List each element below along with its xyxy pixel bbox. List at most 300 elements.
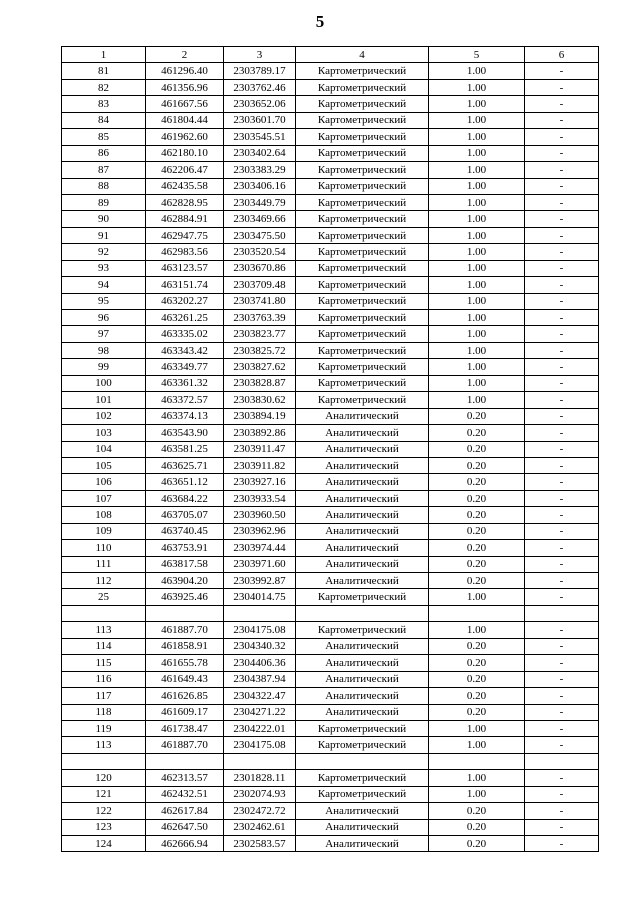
table-row (62, 162, 599, 178)
point-number-cell: 118 (62, 704, 146, 720)
table-row (62, 622, 599, 638)
table-row (62, 293, 599, 309)
table-row (62, 556, 599, 572)
method-cell: Аналитический (296, 704, 429, 720)
x-coordinate-cell: 461626.85 (146, 688, 224, 704)
accuracy-cell: 1.00 (429, 260, 525, 276)
accuracy-cell: 1.00 (429, 589, 525, 605)
table-row (62, 359, 599, 375)
table-row (62, 310, 599, 326)
table-row (62, 392, 599, 408)
y-coordinate-cell: 2303406.16 (224, 178, 296, 194)
y-coordinate-cell: 2303962.96 (224, 523, 296, 539)
y-coordinate-cell: 2303789.17 (224, 63, 296, 79)
y-coordinate-cell: 2302583.57 (224, 836, 296, 852)
method-cell: Картометрический (296, 162, 429, 178)
note-cell: - (525, 474, 599, 490)
x-coordinate-cell: 461738.47 (146, 720, 224, 736)
method-cell: Аналитический (296, 836, 429, 852)
point-number-cell: 113 (62, 737, 146, 753)
point-number-cell: 91 (62, 227, 146, 243)
point-number-cell: 115 (62, 655, 146, 671)
y-coordinate-cell: 2303894.19 (224, 408, 296, 424)
note-cell: - (525, 737, 599, 753)
accuracy-cell: 0.20 (429, 655, 525, 671)
accuracy-cell: 1.00 (429, 96, 525, 112)
point-number-cell: 108 (62, 507, 146, 523)
table-row (62, 474, 599, 490)
point-number-cell: 83 (62, 96, 146, 112)
x-coordinate-cell: 463581.25 (146, 441, 224, 457)
accuracy-cell: 1.00 (429, 244, 525, 260)
point-number-cell (62, 753, 146, 769)
x-coordinate-cell: 463543.90 (146, 425, 224, 441)
method-cell: Картометрический (296, 310, 429, 326)
accuracy-cell: 1.00 (429, 622, 525, 638)
x-coordinate-cell: 463625.71 (146, 457, 224, 473)
y-coordinate-cell: 2303402.64 (224, 145, 296, 161)
y-coordinate-cell (224, 753, 296, 769)
table-row (62, 523, 599, 539)
x-coordinate-cell: 463817.58 (146, 556, 224, 572)
table-row (62, 129, 599, 145)
accuracy-cell: 0.20 (429, 671, 525, 687)
method-cell: Картометрический (296, 244, 429, 260)
note-cell: - (525, 622, 599, 638)
method-cell: Картометрический (296, 359, 429, 375)
x-coordinate-cell: 463753.91 (146, 540, 224, 556)
method-cell: Картометрический (296, 293, 429, 309)
point-number-cell: 81 (62, 63, 146, 79)
x-coordinate-cell: 463684.22 (146, 490, 224, 506)
note-cell: - (525, 638, 599, 654)
table-row (62, 507, 599, 523)
point-number-cell: 122 (62, 803, 146, 819)
method-cell: Аналитический (296, 441, 429, 457)
method-cell: Картометрический (296, 96, 429, 112)
accuracy-cell: 1.00 (429, 737, 525, 753)
accuracy-cell: 0.20 (429, 836, 525, 852)
point-number-cell: 121 (62, 786, 146, 802)
note-cell: - (525, 260, 599, 276)
accuracy-cell: 0.20 (429, 819, 525, 835)
note-cell: - (525, 359, 599, 375)
method-cell: Аналитический (296, 540, 429, 556)
point-number-cell: 87 (62, 162, 146, 178)
table-row (62, 819, 599, 835)
table-row (62, 441, 599, 457)
y-coordinate-cell: 2303763.39 (224, 310, 296, 326)
accuracy-cell: 0.20 (429, 441, 525, 457)
table-row (62, 408, 599, 424)
x-coordinate-cell: 463904.20 (146, 573, 224, 589)
x-coordinate-cell: 462313.57 (146, 770, 224, 786)
x-coordinate-cell (146, 605, 224, 621)
column-header-6: 6 (525, 47, 599, 63)
table-row (62, 178, 599, 194)
point-number-cell: 103 (62, 425, 146, 441)
y-coordinate-cell: 2304340.32 (224, 638, 296, 654)
y-coordinate-cell: 2303652.06 (224, 96, 296, 112)
method-cell: Картометрический (296, 622, 429, 638)
note-cell: - (525, 803, 599, 819)
method-cell: Аналитический (296, 803, 429, 819)
accuracy-cell: 1.00 (429, 359, 525, 375)
x-coordinate-cell: 463705.07 (146, 507, 224, 523)
method-cell: Картометрический (296, 129, 429, 145)
column-header-5: 5 (429, 47, 525, 63)
y-coordinate-cell: 2303892.86 (224, 425, 296, 441)
method-cell: Аналитический (296, 573, 429, 589)
note-cell: - (525, 277, 599, 293)
point-number-cell: 92 (62, 244, 146, 260)
y-coordinate-cell: 2302074.93 (224, 786, 296, 802)
y-coordinate-cell: 2303927.16 (224, 474, 296, 490)
table-row (62, 688, 599, 704)
method-cell (296, 753, 429, 769)
accuracy-cell: 1.00 (429, 770, 525, 786)
x-coordinate-cell: 461296.40 (146, 63, 224, 79)
y-coordinate-cell: 2302462.61 (224, 819, 296, 835)
point-number-cell: 88 (62, 178, 146, 194)
x-coordinate-cell: 461649.43 (146, 671, 224, 687)
point-number-cell: 111 (62, 556, 146, 572)
point-number-cell: 120 (62, 770, 146, 786)
y-coordinate-cell: 2303469.66 (224, 211, 296, 227)
column-header-3: 3 (224, 47, 296, 63)
table-row (62, 605, 599, 621)
accuracy-cell: 1.00 (429, 178, 525, 194)
point-number-cell: 112 (62, 573, 146, 589)
x-coordinate-cell: 462647.50 (146, 819, 224, 835)
table-row (62, 573, 599, 589)
table-row (62, 375, 599, 391)
point-number-cell: 94 (62, 277, 146, 293)
x-coordinate-cell: 462435.58 (146, 178, 224, 194)
note-cell: - (525, 688, 599, 704)
table-row (62, 145, 599, 161)
accuracy-cell: 1.00 (429, 392, 525, 408)
note-cell: - (525, 129, 599, 145)
accuracy-cell: 1.00 (429, 277, 525, 293)
note-cell: - (525, 704, 599, 720)
point-number-cell: 119 (62, 720, 146, 736)
note-cell: - (525, 836, 599, 852)
y-coordinate-cell: 2303825.72 (224, 342, 296, 358)
y-coordinate-cell: 2304014.75 (224, 589, 296, 605)
y-coordinate-cell: 2304271.22 (224, 704, 296, 720)
y-coordinate-cell: 2303911.47 (224, 441, 296, 457)
y-coordinate-cell: 2303992.87 (224, 573, 296, 589)
table-body (62, 63, 599, 852)
table-row (62, 836, 599, 852)
y-coordinate-cell: 2303741.80 (224, 293, 296, 309)
x-coordinate-cell: 463343.42 (146, 342, 224, 358)
method-cell: Картометрический (296, 112, 429, 128)
method-cell: Картометрический (296, 375, 429, 391)
method-cell: Аналитический (296, 671, 429, 687)
accuracy-cell: 1.00 (429, 310, 525, 326)
method-cell: Картометрический (296, 277, 429, 293)
point-number-cell: 116 (62, 671, 146, 687)
accuracy-cell: 0.20 (429, 540, 525, 556)
note-cell: - (525, 523, 599, 539)
y-coordinate-cell: 2303830.62 (224, 392, 296, 408)
x-coordinate-cell: 462947.75 (146, 227, 224, 243)
method-cell: Аналитический (296, 507, 429, 523)
accuracy-cell: 1.00 (429, 211, 525, 227)
accuracy-cell: 1.00 (429, 786, 525, 802)
table-row (62, 277, 599, 293)
note-cell: - (525, 392, 599, 408)
x-coordinate-cell: 462617.84 (146, 803, 224, 819)
note-cell: - (525, 162, 599, 178)
table-row (62, 342, 599, 358)
table-row (62, 803, 599, 819)
y-coordinate-cell (224, 605, 296, 621)
note-cell: - (525, 556, 599, 572)
y-coordinate-cell: 2302472.72 (224, 803, 296, 819)
method-cell: Аналитический (296, 523, 429, 539)
column-header-4: 4 (296, 47, 429, 63)
table-row (62, 490, 599, 506)
point-number-cell: 89 (62, 194, 146, 210)
point-number-cell (62, 605, 146, 621)
table-row (62, 638, 599, 654)
note-cell (525, 605, 599, 621)
method-cell: Аналитический (296, 556, 429, 572)
note-cell: - (525, 194, 599, 210)
accuracy-cell (429, 605, 525, 621)
table-row (62, 720, 599, 736)
accuracy-cell: 1.00 (429, 227, 525, 243)
note-cell: - (525, 425, 599, 441)
note-cell: - (525, 342, 599, 358)
method-cell: Картометрический (296, 342, 429, 358)
method-cell: Картометрический (296, 227, 429, 243)
y-coordinate-cell: 2304322.47 (224, 688, 296, 704)
point-number-cell: 86 (62, 145, 146, 161)
accuracy-cell: 1.00 (429, 129, 525, 145)
point-number-cell: 99 (62, 359, 146, 375)
note-cell: - (525, 786, 599, 802)
note-cell: - (525, 507, 599, 523)
note-cell: - (525, 819, 599, 835)
y-coordinate-cell: 2303449.79 (224, 194, 296, 210)
table-row (62, 589, 599, 605)
point-number-cell: 104 (62, 441, 146, 457)
method-cell: Аналитический (296, 474, 429, 490)
note-cell: - (525, 112, 599, 128)
table-row (62, 655, 599, 671)
accuracy-cell: 1.00 (429, 162, 525, 178)
note-cell (525, 753, 599, 769)
point-number-cell: 109 (62, 523, 146, 539)
x-coordinate-cell: 461356.96 (146, 79, 224, 95)
accuracy-cell: 0.20 (429, 556, 525, 572)
x-coordinate-cell: 463740.45 (146, 523, 224, 539)
point-number-cell: 113 (62, 622, 146, 638)
y-coordinate-cell: 2304387.94 (224, 671, 296, 687)
y-coordinate-cell: 2303933.54 (224, 490, 296, 506)
table-header-row (62, 47, 599, 63)
note-cell: - (525, 441, 599, 457)
y-coordinate-cell: 2303545.51 (224, 129, 296, 145)
y-coordinate-cell: 2303974.44 (224, 540, 296, 556)
table-row (62, 211, 599, 227)
x-coordinate-cell: 461962.60 (146, 129, 224, 145)
x-coordinate-cell: 463925.46 (146, 589, 224, 605)
note-cell: - (525, 457, 599, 473)
note-cell: - (525, 211, 599, 227)
method-cell: Аналитический (296, 655, 429, 671)
method-cell: Картометрический (296, 145, 429, 161)
table-row (62, 96, 599, 112)
accuracy-cell: 0.20 (429, 688, 525, 704)
table-row (62, 786, 599, 802)
table-row (62, 260, 599, 276)
table-row (62, 326, 599, 342)
note-cell: - (525, 63, 599, 79)
note-cell: - (525, 227, 599, 243)
method-cell (296, 605, 429, 621)
accuracy-cell (429, 753, 525, 769)
x-coordinate-cell: 461655.78 (146, 655, 224, 671)
accuracy-cell: 0.20 (429, 704, 525, 720)
table-row (62, 671, 599, 687)
note-cell: - (525, 671, 599, 687)
point-number-cell: 25 (62, 589, 146, 605)
y-coordinate-cell: 2303475.50 (224, 227, 296, 243)
point-number-cell: 110 (62, 540, 146, 556)
note-cell: - (525, 293, 599, 309)
table-row (62, 753, 599, 769)
x-coordinate-cell: 461887.70 (146, 622, 224, 638)
x-coordinate-cell: 461609.17 (146, 704, 224, 720)
table-row (62, 244, 599, 260)
accuracy-cell: 1.00 (429, 194, 525, 210)
table-row (62, 63, 599, 79)
method-cell: Картометрический (296, 63, 429, 79)
y-coordinate-cell: 2304175.08 (224, 737, 296, 753)
note-cell: - (525, 178, 599, 194)
y-coordinate-cell: 2303960.50 (224, 507, 296, 523)
point-number-cell: 123 (62, 819, 146, 835)
point-number-cell: 97 (62, 326, 146, 342)
note-cell: - (525, 720, 599, 736)
accuracy-cell: 0.20 (429, 408, 525, 424)
method-cell: Картометрический (296, 194, 429, 210)
point-number-cell: 105 (62, 457, 146, 473)
x-coordinate-cell: 462666.94 (146, 836, 224, 852)
table-row (62, 737, 599, 753)
table-row (62, 227, 599, 243)
table-row (62, 194, 599, 210)
x-coordinate-cell: 462828.95 (146, 194, 224, 210)
x-coordinate-cell: 463261.25 (146, 310, 224, 326)
method-cell: Аналитический (296, 425, 429, 441)
note-cell: - (525, 375, 599, 391)
method-cell: Картометрический (296, 770, 429, 786)
accuracy-cell: 1.00 (429, 342, 525, 358)
note-cell: - (525, 79, 599, 95)
y-coordinate-cell: 2303823.77 (224, 326, 296, 342)
accuracy-cell: 0.20 (429, 803, 525, 819)
table-row (62, 425, 599, 441)
point-number-cell: 102 (62, 408, 146, 424)
method-cell: Аналитический (296, 408, 429, 424)
point-number-cell: 107 (62, 490, 146, 506)
note-cell: - (525, 490, 599, 506)
table-row (62, 457, 599, 473)
x-coordinate-cell: 462884.91 (146, 211, 224, 227)
point-number-cell: 93 (62, 260, 146, 276)
accuracy-cell: 0.20 (429, 457, 525, 473)
y-coordinate-cell: 2303383.29 (224, 162, 296, 178)
point-number-cell: 117 (62, 688, 146, 704)
accuracy-cell: 1.00 (429, 63, 525, 79)
x-coordinate-cell: 463335.02 (146, 326, 224, 342)
accuracy-cell: 1.00 (429, 720, 525, 736)
column-header-1: 1 (62, 47, 146, 63)
accuracy-cell: 1.00 (429, 375, 525, 391)
point-number-cell: 124 (62, 836, 146, 852)
method-cell: Картометрический (296, 260, 429, 276)
point-number-cell: 95 (62, 293, 146, 309)
x-coordinate-cell: 463123.57 (146, 260, 224, 276)
point-number-cell: 85 (62, 129, 146, 145)
note-cell: - (525, 655, 599, 671)
point-number-cell: 98 (62, 342, 146, 358)
table-row (62, 770, 599, 786)
note-cell: - (525, 573, 599, 589)
accuracy-cell: 1.00 (429, 326, 525, 342)
method-cell: Картометрический (296, 211, 429, 227)
x-coordinate-cell: 462983.56 (146, 244, 224, 260)
method-cell: Картометрический (296, 79, 429, 95)
y-coordinate-cell: 2301828.11 (224, 770, 296, 786)
y-coordinate-cell: 2303827.62 (224, 359, 296, 375)
accuracy-cell: 1.00 (429, 145, 525, 161)
note-cell: - (525, 244, 599, 260)
point-number-cell: 82 (62, 79, 146, 95)
x-coordinate-cell: 463349.77 (146, 359, 224, 375)
x-coordinate-cell: 463202.27 (146, 293, 224, 309)
table-row (62, 704, 599, 720)
x-coordinate-cell: 462206.47 (146, 162, 224, 178)
method-cell: Картометрический (296, 392, 429, 408)
x-coordinate-cell: 461804.44 (146, 112, 224, 128)
note-cell: - (525, 310, 599, 326)
y-coordinate-cell: 2304175.08 (224, 622, 296, 638)
page-number: 5 (315, 12, 325, 31)
accuracy-cell: 0.20 (429, 425, 525, 441)
accuracy-cell: 1.00 (429, 112, 525, 128)
y-coordinate-cell: 2304222.01 (224, 720, 296, 736)
x-coordinate-cell: 463361.32 (146, 375, 224, 391)
x-coordinate-cell: 462180.10 (146, 145, 224, 161)
note-cell: - (525, 408, 599, 424)
accuracy-cell: 0.20 (429, 638, 525, 654)
point-number-cell: 106 (62, 474, 146, 490)
method-cell: Аналитический (296, 490, 429, 506)
table-row (62, 79, 599, 95)
y-coordinate-cell: 2303911.82 (224, 457, 296, 473)
method-cell: Аналитический (296, 638, 429, 654)
coordinates-table (61, 46, 599, 852)
table-row (62, 540, 599, 556)
x-coordinate-cell: 461887.70 (146, 737, 224, 753)
